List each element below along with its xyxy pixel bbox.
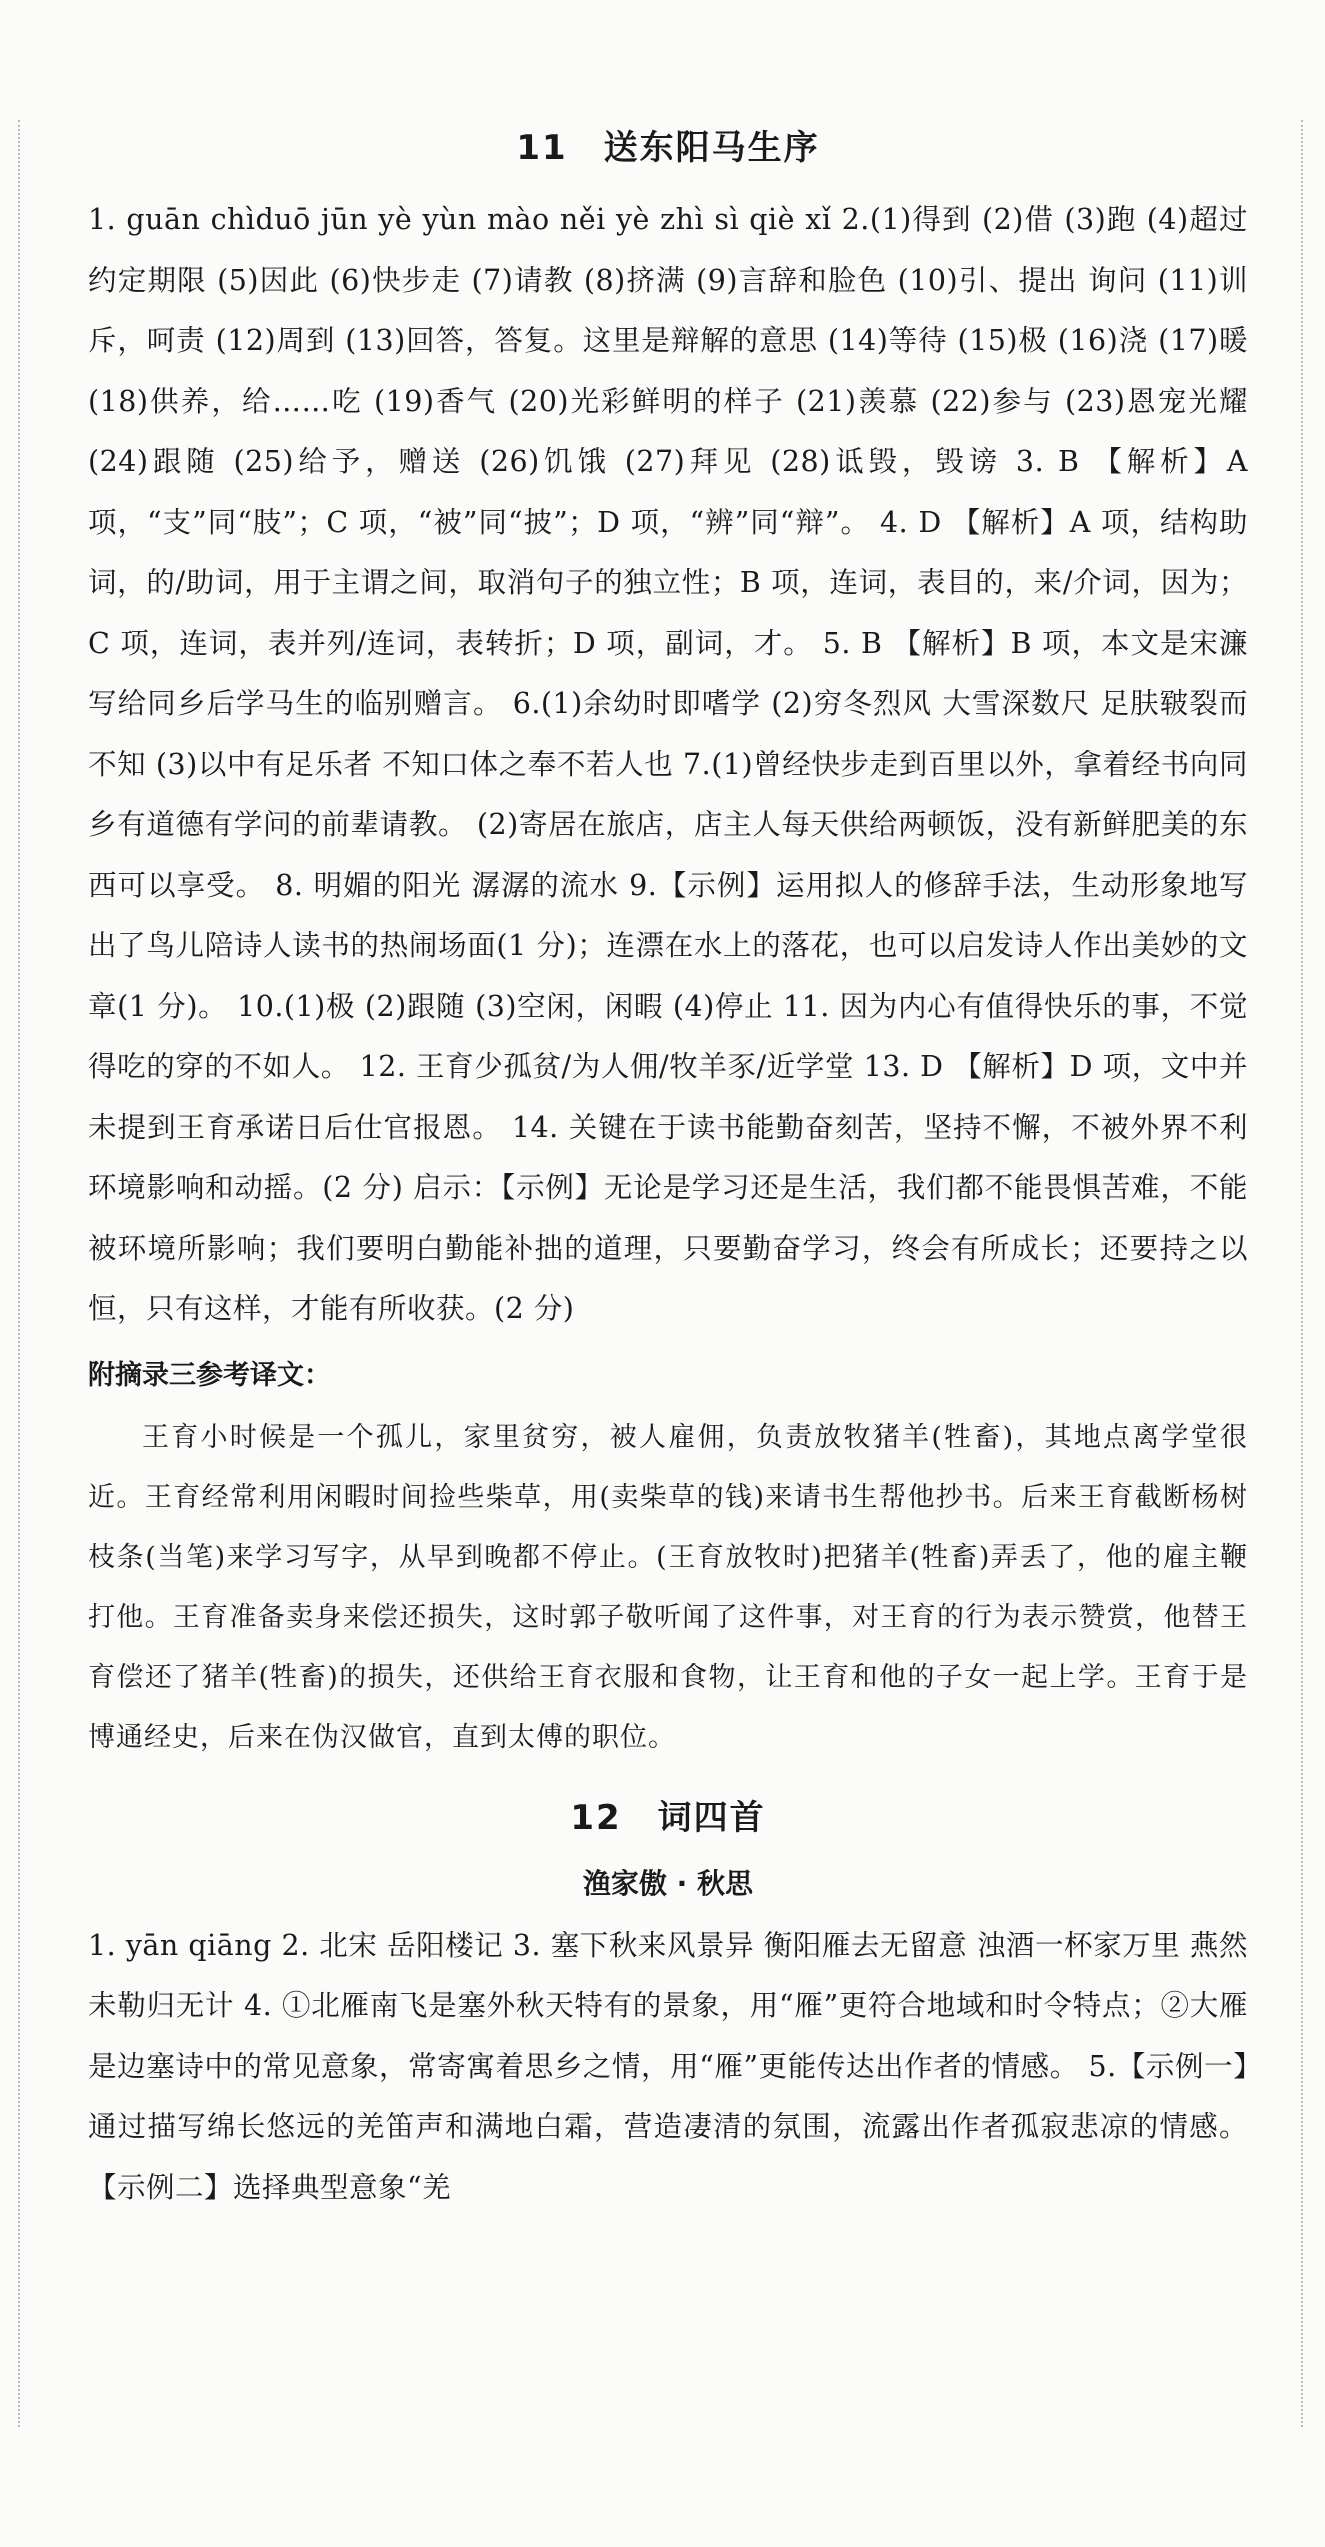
right-margin-dotted-line	[1301, 120, 1303, 2427]
lesson-12-section	[88, 1790, 1248, 2219]
lesson-12-answers: 1. yān qiāng 2. 北宋 岳阳楼记 3. 塞下秋来风景异 衡阳雁去无留意 浊酒一杯家万里 燕然未勒归无计 4. ①北雁南飞是塞外秋天特有的景象，用“雁”更符合地域和时令特点；②大雁是边塞诗中的常见意象，常寄寓着思乡之情，用“雁”更能传达出作者的情感。 5.【示例一】通过描写绵长悠远的羌笛声和满地白霜，营造凄清的氛围，流露出作者孤寂悲凉的情感。【示例二】选择典型意象“羌	[88, 1928, 1248, 2204]
lesson-12-subtitle: 渔家傲 · 秋思	[582, 1866, 754, 1900]
left-margin-dotted-line	[18, 120, 20, 2427]
lesson-11-number: 11	[516, 128, 568, 168]
lesson-11-title: 送东阳马生序	[603, 128, 820, 168]
lesson-12-title: 词四首	[657, 1797, 766, 1838]
answer-page	[88, 120, 1248, 2218]
appendix-heading: 附摘录三参考译文：	[88, 1359, 331, 1391]
lesson-12-heading	[88, 1790, 1248, 1846]
lesson-11-answers: 1. guān chìduō jūn yè yùn mào něi yè zhì sì qiè xǐ 2.(1)得到 (2)借 (3)跑 (4)超过约定期限 (5)因此 (6)快步走 (7)请教 (8)挤满 (9)言辞和脸色 (10)引、提出 询问 (11)训斥，呵责 (12)周到 (13)回答，答复。这里是辩解的意思 (14)等待 (15)极 (16)浇 (17)暖 (18)供养，给……吃 (19)香气 (20)光彩鲜明的样子 (21)羡慕 (22)参与 (23)恩宠光耀 (24)跟随 (25)给予，赠送 (26)饥饿 (27)拜见 (28)诋毁，毁谤 3. B 【解析】A 项，“支”同“肢”；C 项，“被”同“披”；D 项，“辨”同“辩”。 4. D 【解析】A 项，结构助词，的/助词，用于主谓之间，取消句子的独立性；B 项，连词，表目的，来/介词，因为；C 项，连词，表并列/连词，表转折；D 项，副词，才。 5. B 【解析】B 项，本文是宋濂写给同乡后学马生的临别赠言。 6.(1)余幼时即嗜学 (2)穷冬烈风 大雪深数尺 足肤皲裂而不知 (3)以中有足乐者 不知口体之奉不若人也 7.(1)曾经快步走到百里以外，拿着经书向同乡有道德有学问的前辈请教。 (2)寄居在旅店，店主人每天供给两顿饭，没有新鲜肥美的东西可以享受。 8. 明媚的阳光 潺潺的流水 9.【示例】运用拟人的修辞手法，生动形象地写出了鸟儿陪诗人读书的热闹场面(1 分)；连漂在水上的落花，也可以启发诗人作出美妙的文章(1 分)。 10.(1)极 (2)跟随 (3)空闲，闲暇 (4)停止 11. 因为内心有值得快乐的事，不觉得吃的穿的不如人。 12. 王育少孤贫/为人佣/牧羊豕/近学堂 13. D 【解析】D 项，文中并未提到王育承诺日后仕官报恩。 14. 关键在于读书能勤奋刻苦，坚持不懈，不被外界不利环境影响和动摇。(2 分) 启示：【示例】无论是学习还是生活，我们都不能畏惧苦难，不能被环境所影响；我们要明白勤能补拙的道理，只要勤奋学习，终会有所成长；还要持之以恒，只有这样，才能有所收获。(2 分)	[88, 203, 1248, 1325]
lesson-12-number: 12	[570, 1797, 622, 1838]
lesson-11-heading	[88, 120, 1248, 176]
appendix-translation: 王育小时候是一个孤儿，家里贫穷，被人雇佣，负责放牧猪羊(牲畜)，其地点离学堂很近。王育经常利用闲暇时间捡些柴草，用(卖柴草的钱)来请书生帮他抄书。后来王育截断杨树枝条(当笔)来学习写字，从早到晚都不停止。(王育放牧时)把猪羊(牲畜)弄丢了，他的雇主鞭打他。王育准备卖身来偿还损失，这时郭子敬听闻了这件事，对王育的行为表示赞赏，他替王育偿还了猪羊(牲畜)的损失，还供给王育衣服和食物，让王育和他的子女一起上学。王育于是博通经史，后来在伪汉做官，直到太傅的职位。	[88, 1421, 1248, 1753]
